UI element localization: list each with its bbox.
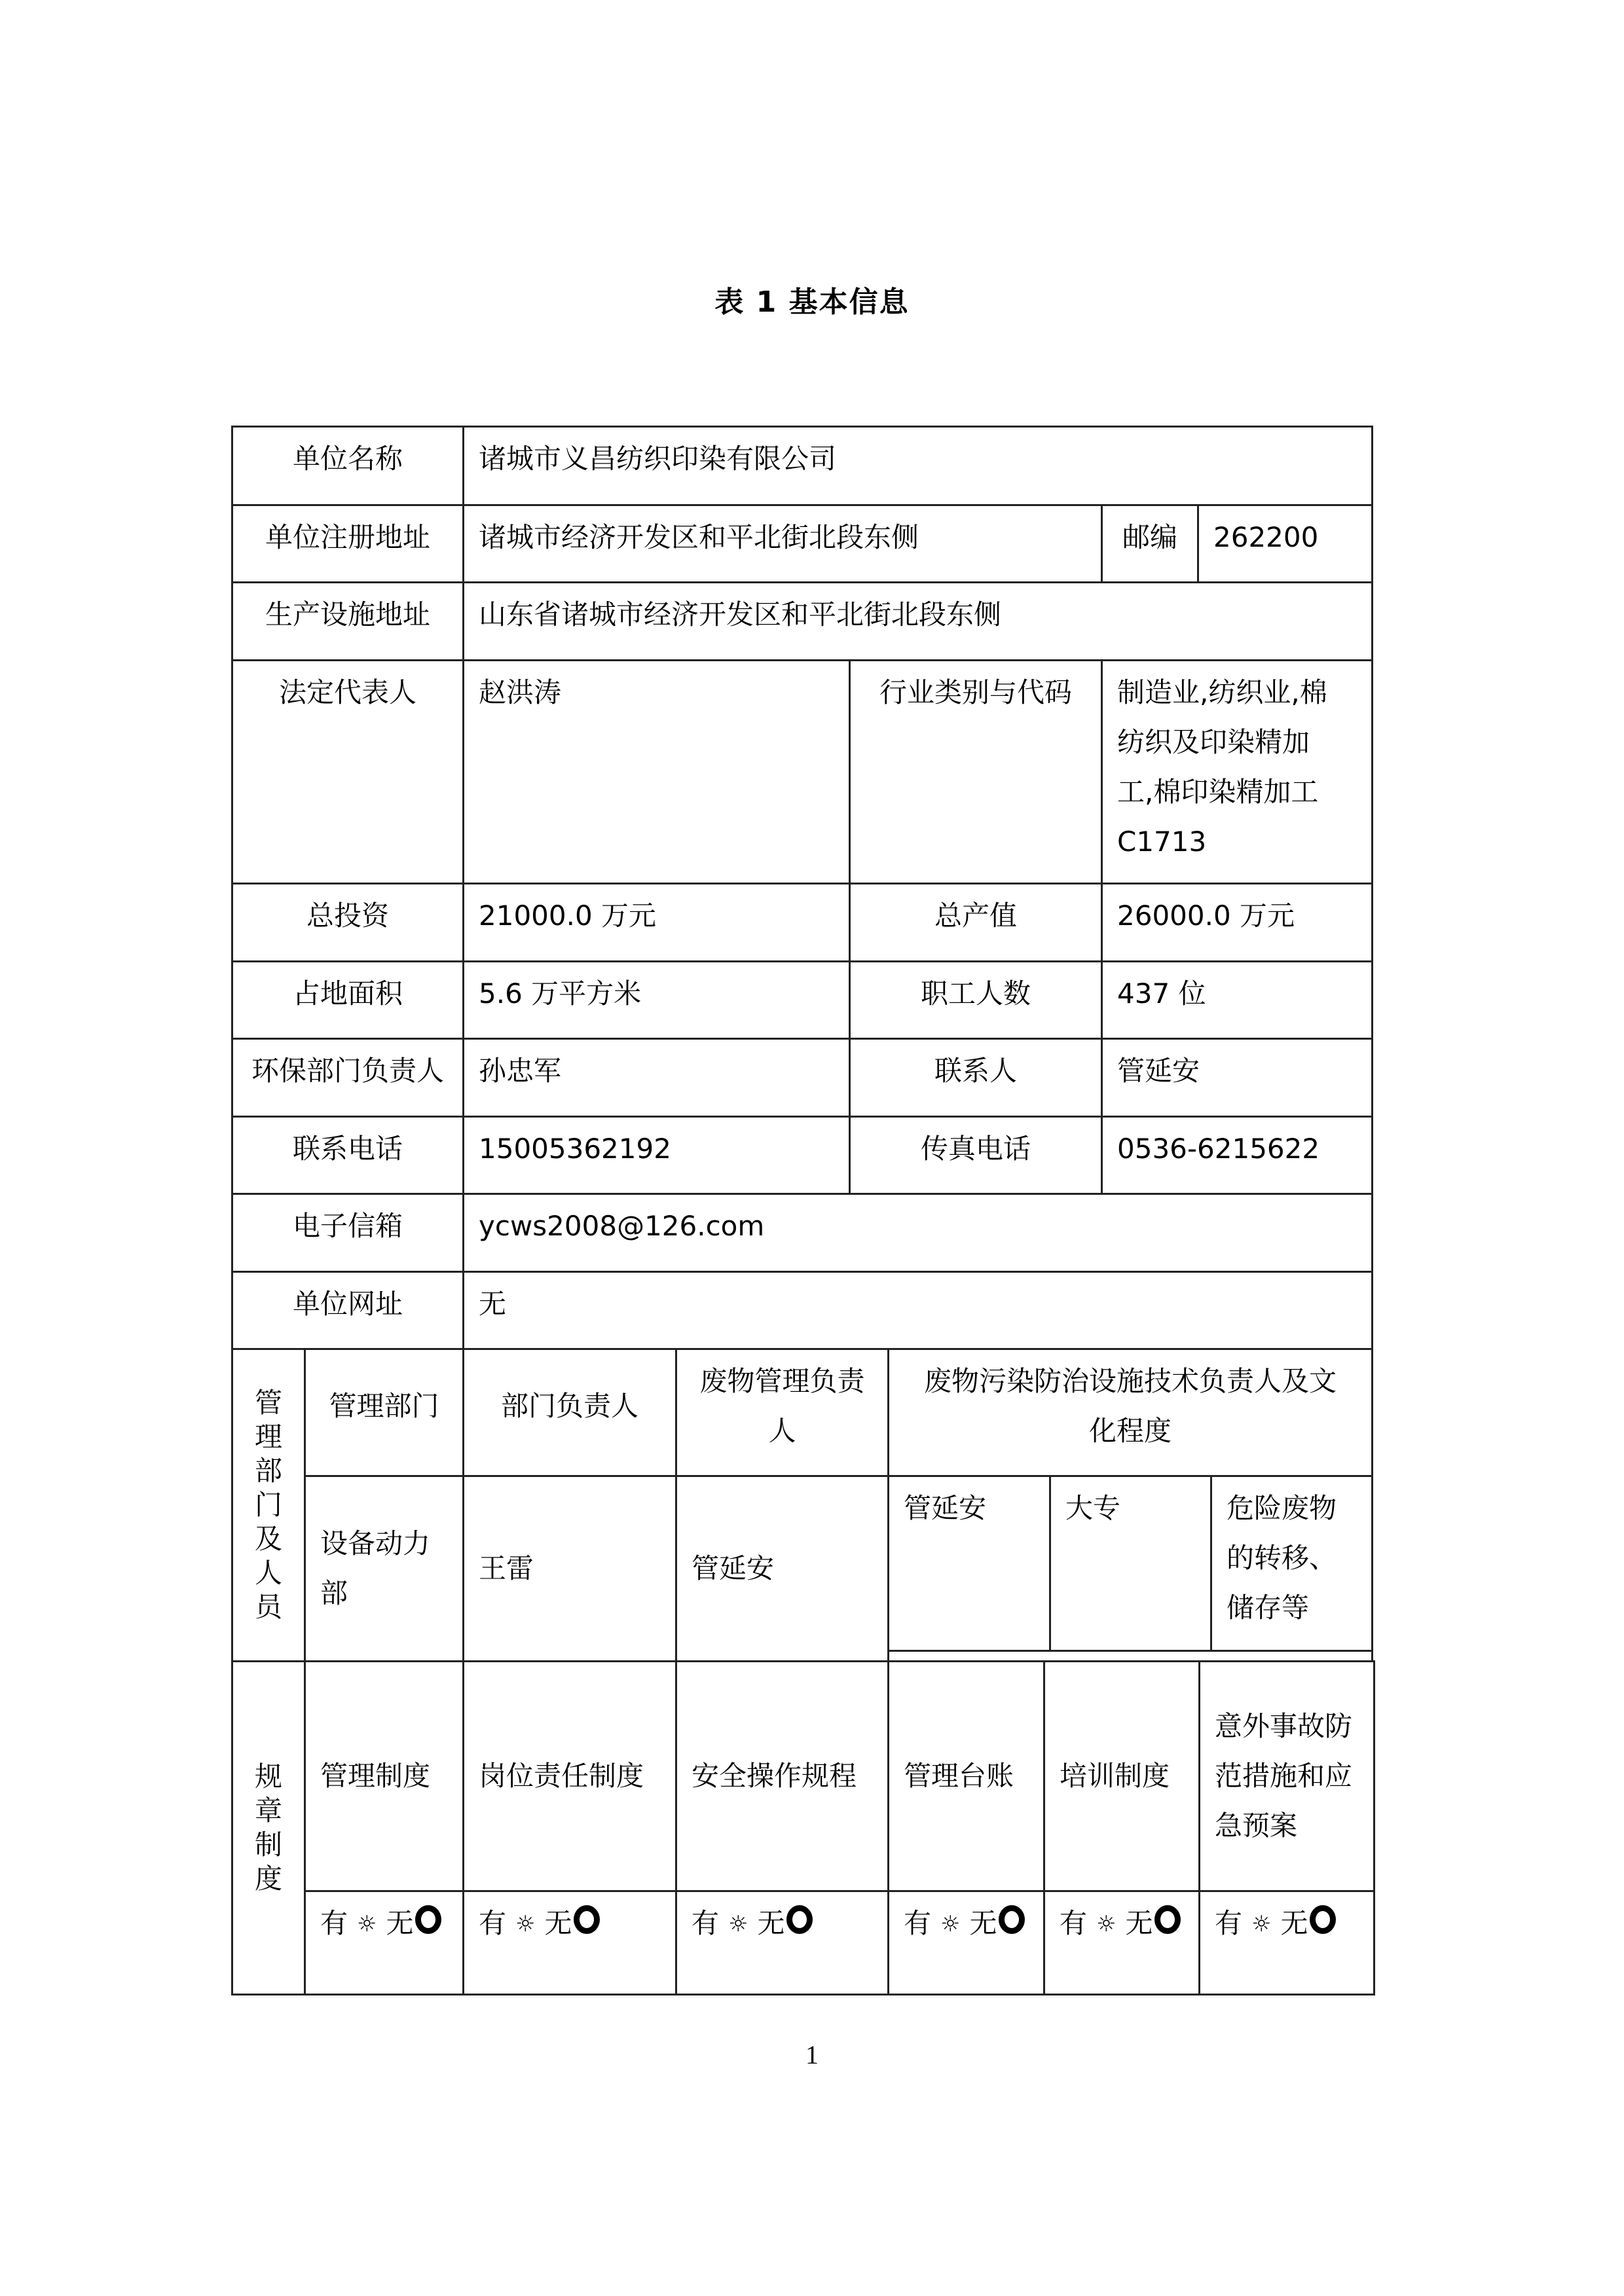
duty-line: 的转移、 [1227,1542,1337,1574]
phone-label: 联系电话 [231,1116,464,1195]
fax-value: 0536-6215622 [1101,1116,1373,1195]
area-label: 占地面积 [231,960,464,1040]
page-title: 表 1 基本信息 [714,285,910,319]
website-value: 无 [462,1271,1373,1350]
duty-line: 储存等 [1227,1592,1310,1624]
mgmt-dept-value [304,1475,464,1662]
sun-outline-icon[interactable]: ☼ [357,1911,377,1937]
filled-ring-icon[interactable] [786,1905,813,1934]
management-section-label: 管理部门及人员 [231,1348,306,1662]
regulation-label [462,1660,677,1892]
contact-label: 联系人 [849,1038,1103,1118]
option-yes-label: 有 [1215,1907,1243,1939]
facility-addr-value: 山东省诸城市经济开发区和平北街北段东侧 [462,581,1373,661]
option-yes-label: 有 [904,1907,932,1939]
industry-value [1101,659,1373,884]
legal-rep-value: 赵洪涛 [462,659,851,884]
regulation-label [304,1660,464,1892]
output-value: 26000.0 万元 [1101,883,1373,962]
regulation-label-line: 急预案 [1215,1810,1298,1842]
reg-addr-value: 诸城市经济开发区和平北街北段东侧 [462,504,1103,583]
option-no-label: 无 [386,1907,414,1939]
website-label: 单位网址 [231,1271,464,1350]
page-number: 1 [805,2040,819,2069]
unit-name-label: 单位名称 [231,426,464,506]
mgmt-tech-name-value: 管延安 [887,1475,1051,1652]
regulation-label-line: 管理台账 [904,1760,1014,1792]
dept-line: 设备动力 [320,1527,431,1559]
mgmt-duty-value [1210,1475,1373,1652]
option-yes-label: 有 [1060,1907,1088,1939]
regulation-option-cell [1043,1890,1200,1995]
regulation-label-line: 意外事故防 [1215,1710,1353,1742]
env-head-value: 孙忠军 [462,1038,851,1118]
industry-line: 纺织及印染精加 [1117,726,1310,758]
output-label: 总产值 [849,883,1103,962]
mgmt-waste-head-header [675,1348,889,1477]
filled-ring-icon[interactable] [574,1905,600,1934]
option-no-label: 无 [757,1907,785,1939]
sun-outline-icon[interactable]: ☼ [1096,1911,1116,1937]
fax-label: 传真电话 [849,1116,1103,1195]
regulation-option-cell [462,1890,677,1995]
filled-ring-icon[interactable] [1310,1905,1336,1934]
regulation-option-cell [887,1890,1045,1995]
env-head-label: 环保部门负责人 [231,1038,464,1118]
option-yes-label: 有 [479,1907,507,1939]
staff-label: 职工人数 [849,960,1103,1040]
dept-line: 部 [320,1577,348,1609]
mgmt-dept-head-header: 部门负责人 [462,1348,677,1477]
mgmt-education-value: 大专 [1049,1475,1212,1652]
sun-outline-icon[interactable]: ☼ [1251,1911,1272,1937]
filled-ring-icon[interactable] [415,1905,441,1934]
option-no-label: 无 [1125,1907,1153,1939]
regulation-option-cell [304,1890,464,1995]
regulation-label [675,1660,889,1892]
regulation-label [1043,1660,1200,1892]
phone-value: 15005362192 [462,1116,851,1195]
investment-label: 总投资 [231,883,464,962]
sun-outline-icon[interactable]: ☼ [728,1911,748,1937]
filled-ring-icon[interactable] [1154,1905,1181,1934]
email-label: 电子信箱 [231,1193,464,1273]
industry-line: C1713 [1117,826,1207,858]
contact-value: 管延安 [1101,1038,1373,1118]
regulation-label-line: 管理制度 [320,1760,431,1792]
filled-ring-icon[interactable] [999,1905,1025,1934]
regulation-option-cell [675,1890,889,1995]
industry-label: 行业类别与代码 [849,659,1103,884]
regulation-label-line: 培训制度 [1060,1760,1170,1792]
staff-value: 437 位 [1101,960,1373,1040]
option-no-label: 无 [969,1907,997,1939]
regulation-label [887,1660,1045,1892]
investment-value: 21000.0 万元 [462,883,851,962]
facility-addr-label: 生产设施地址 [231,581,464,661]
area-value: 5.6 万平方米 [462,960,851,1040]
legal-rep-label: 法定代表人 [231,659,464,884]
sun-outline-icon[interactable]: ☼ [940,1911,961,1937]
reg-addr-label: 单位注册地址 [231,504,464,583]
postcode-label: 邮编 [1101,504,1199,583]
email-value: ycws2008@126.com [462,1193,1373,1273]
option-no-label: 无 [1280,1907,1308,1939]
mgmt-dept-header: 管理部门 [304,1348,464,1477]
duty-line: 危险废物 [1227,1492,1337,1524]
header-line: 化程度 [1088,1415,1172,1447]
regulation-label [1198,1660,1375,1892]
industry-line: 工,棉印染精加工 [1117,776,1319,808]
regulations-section-label: 规章制度 [231,1660,306,1995]
regulation-option-cell [1198,1890,1375,1995]
header-line: 废物污染防治设施技术负责人及文 [923,1365,1337,1397]
header-line: 人 [768,1415,796,1447]
postcode-value: 262200 [1197,504,1373,583]
option-no-label: 无 [544,1907,572,1939]
mgmt-tech-head-header [887,1348,1373,1477]
regulation-label-line: 岗位责任制度 [479,1760,644,1792]
sun-outline-icon[interactable]: ☼ [515,1911,536,1937]
mgmt-waste-head-value: 管延安 [675,1475,889,1662]
header-line: 废物管理负责 [699,1365,865,1397]
unit-name-value: 诸城市义昌纺织印染有限公司 [462,426,1373,506]
regulation-label-line: 范措施和应 [1215,1760,1353,1792]
industry-line: 制造业,纺织业,棉 [1117,676,1327,708]
option-yes-label: 有 [320,1907,348,1939]
regulation-label-line: 安全操作规程 [692,1760,857,1792]
option-yes-label: 有 [692,1907,720,1939]
mgmt-dept-head-value: 王雷 [462,1475,677,1662]
